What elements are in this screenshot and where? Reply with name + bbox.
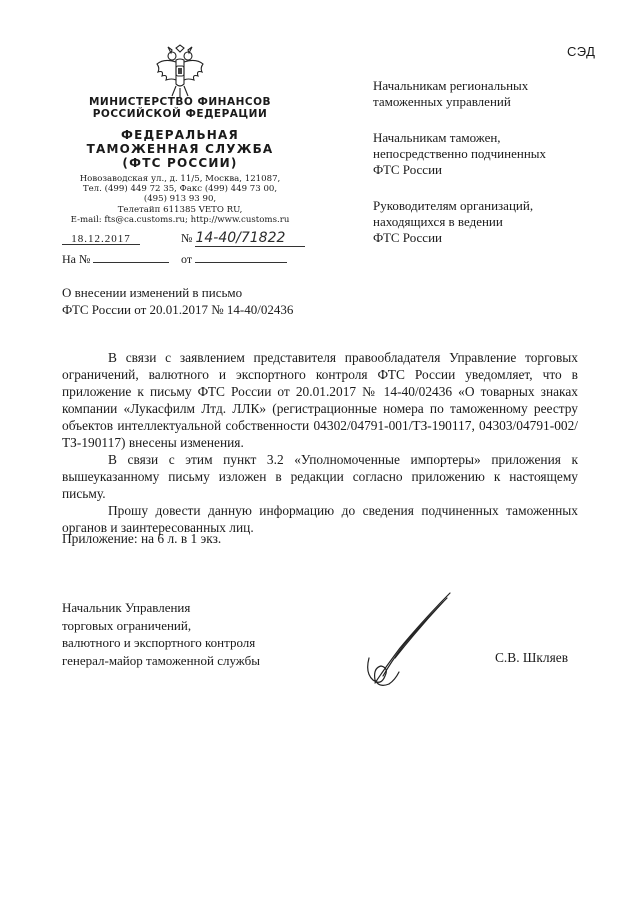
addressee-line: таможенных управлений — [373, 94, 511, 109]
address-line: Новозаводская ул., д. 11/5, Москва, 121087, — [79, 174, 281, 184]
addressee-block — [373, 78, 613, 110]
addressee-line: ФТС России — [373, 230, 442, 245]
signer-title-line: Начальник Управления — [62, 600, 191, 615]
number-label: № — [181, 231, 193, 245]
letter-subject — [62, 284, 293, 318]
registration-date-field — [62, 231, 140, 246]
contact-details — [60, 174, 300, 225]
signer-title-line: торговых ограничений, — [62, 617, 192, 633]
addressee-line: ФТС России — [373, 162, 442, 177]
service-name — [60, 128, 300, 170]
letter-body — [62, 349, 578, 536]
signer-name: С.В. Шкляев — [495, 650, 569, 665]
addressee-line: находящихся в ведении — [373, 214, 503, 229]
ref-blank — [93, 251, 169, 263]
from-label: от — [181, 252, 193, 266]
from-blank — [195, 251, 287, 263]
signer-title-line: генерал-майор таможенной службы — [62, 652, 260, 668]
service-line: ТАМОЖЕННАЯ СЛУЖБА — [86, 142, 274, 156]
addressee-line: непосредственно подчиненных — [373, 146, 547, 161]
subject-line: ФТС России от 20.01.2017 № 14-40/02436 — [62, 302, 294, 317]
service-line: (ФТС РОССИИ) — [122, 156, 238, 170]
attachment-note: Приложение: на 6 л. в 1 экз. — [62, 531, 222, 546]
signer-title-line: валютного и экспортного контроля — [62, 635, 256, 650]
email-line: E-mail: fts@ca.customs.ru; http://www.customs.ru — [70, 214, 290, 225]
addressee-line: Начальникам таможен, — [373, 130, 501, 145]
coat-of-arms-icon — [154, 44, 206, 100]
sed-mark: СЭД — [567, 44, 596, 59]
addressee-line: Руководителям организаций, — [373, 198, 534, 213]
ministry-line: МИНИСТЕРСТВО ФИНАНСОВ — [88, 96, 272, 108]
addressee-block — [373, 130, 613, 178]
service-line: ФЕДЕРАЛЬНАЯ — [121, 128, 239, 142]
reference-number-field — [62, 251, 169, 267]
reference-date-field — [181, 251, 287, 267]
ministry-name — [60, 96, 300, 120]
body-paragraph: В связи с заявлением представителя правообладателя Управление торговых ограничений, валютного и экспортного контроля ФТС России уведомляет, что в приложение к письму ФТС России от 20.01.2017 № 14-40/02436 «О товарных знаках компании «Лукасфилм Лтд. ЛЛК» (регистрационные номера по таможенному реестру объектов интеллектуальной собственности 04302/04791-001/ТЗ-190117, 04303/04791-002/ТЗ-190117) внесены изменения. — [62, 350, 578, 450]
registration-number: 14-40/71822 — [195, 233, 305, 247]
phone-line: Тел. (499) 449 72 35, Факс (499) 449 73 00, — [82, 184, 278, 195]
body-paragraph: В связи с этим пункт 3.2 «Уполномоченные импортеры» приложения к вышеуказанному письму изложен в редакции согласно приложению к настоящему письму. — [62, 452, 578, 501]
registration-date: 18.12.2017 — [62, 233, 140, 245]
ref-label: На № — [62, 252, 91, 266]
teletype-line: Телетайп 611385 VETO RU, — [117, 204, 243, 215]
phone-line: (495) 913 93 90, — [143, 194, 217, 205]
body-paragraph: Прошу довести данную информацию до сведения подчиненных таможенных органов и заинтересованных лиц. — [62, 503, 578, 535]
signer-title — [62, 599, 260, 669]
handwritten-signature — [355, 588, 465, 698]
subject-line: О внесении изменений в письмо — [62, 285, 243, 300]
registration-number-field — [181, 231, 305, 247]
addressee-line: Начальникам региональных — [373, 78, 529, 93]
ministry-line: РОССИЙСКОЙ ФЕДЕРАЦИИ — [92, 108, 268, 120]
addressee-block — [373, 198, 613, 246]
